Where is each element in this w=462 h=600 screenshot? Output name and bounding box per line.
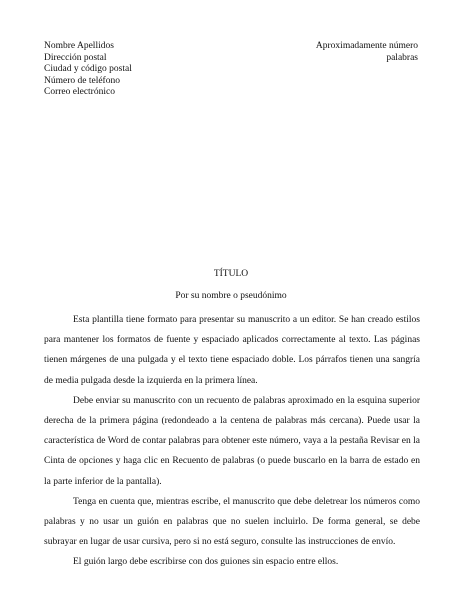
city-postal-code: Ciudad y código postal [44, 64, 132, 74]
author-byline: Por su nombre o pseudónimo [175, 291, 287, 301]
author-name: Nombre Apellidos [44, 41, 114, 51]
word-count-block [248, 41, 418, 64]
body-paragraph: Debe enviar su manuscrito con un recuento de palabras aproximado en la esquina superior derecha de la primera página (redondeado a la centena de palabras más cercana). Puede usar la característica de Word de contar palabras para obtener este número, vaya a la pestaña Revisar en la Cinta de opciones y haga clic en Recuento de palabras (o puede buscarlo en la barra de estado en la parte inferior de la pantalla). [44, 395, 420, 487]
word-count-line-1: Aproximadamente número [315, 41, 418, 51]
phone-number: Número de teléfono [44, 75, 120, 86]
word-count-line-2: palabras [386, 52, 418, 63]
body-paragraph: El guión largo debe escribirse con dos guiones sin espacio entre ellos. [73, 557, 339, 568]
body-paragraph: Tenga en cuenta que, mientras escribe, el manuscrito que debe deletrear los números como palabras y no usar un guión en palabras que no suelen incluirlo. De forma general, se debe subrayar en lugar de usar cursiva, pero si no está seguro, consulte las instrucciones de envío. [44, 496, 420, 548]
author-contact-block [44, 41, 264, 99]
email-address: Correo electrónico [44, 87, 115, 97]
manuscript-title: TÍTULO [213, 269, 249, 279]
manuscript-body [44, 310, 420, 573]
body-paragraph: Esta plantilla tiene formato para presentar su manuscrito a un editor. Se han creado estilos para mantener los formatos de fuente y espaciado aplicados correctamente al texto. Las páginas tienen márgenes de una pulgada y el texto tiene espaciado doble. Los párrafos tienen una sangría de media pulgada desde la izquierda en la primera línea. [44, 315, 420, 386]
postal-address: Dirección postal [44, 52, 107, 63]
